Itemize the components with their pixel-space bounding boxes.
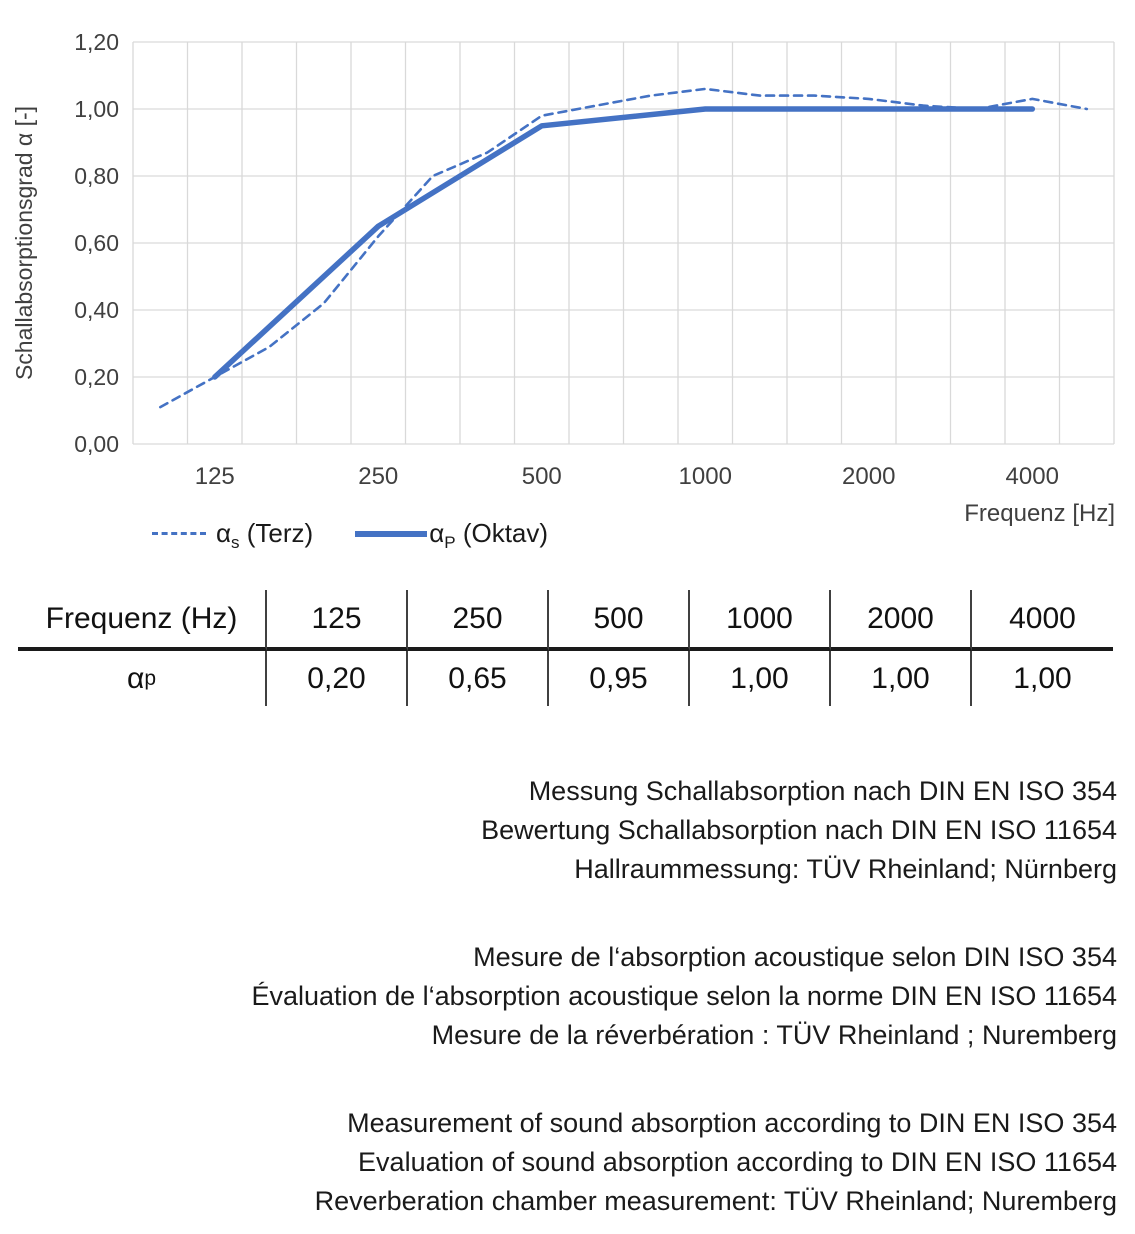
legend-label-oktav: $\alpha_P$ (Oktav) — [429, 518, 549, 553]
dashed-line-sample-icon — [152, 532, 206, 535]
table-header-500: 500 — [549, 590, 690, 651]
svg-text:2000: 2000 — [842, 463, 896, 490]
legend-item-oktav — [355, 518, 549, 553]
caption-line: Measurement of sound absorption according to DIN EN ISO 354 — [347, 1108, 1117, 1138]
table-header-2000: 2000 — [831, 590, 972, 651]
caption-french — [0, 938, 1117, 1055]
table-value-1000: 1,00 — [690, 651, 831, 706]
absorption-table — [18, 590, 1117, 706]
legend-label-terz: $\alpha_s$ (Terz) — [216, 518, 314, 553]
table-header-250: 250 — [408, 590, 549, 651]
table-row-label-alpha-p: α p — [18, 651, 267, 706]
caption-english — [0, 1104, 1117, 1221]
caption-blocks — [0, 772, 1117, 1221]
absorption-chart — [0, 0, 1135, 575]
svg-text:0,60: 0,60 — [74, 230, 119, 256]
x-axis-title: Frequenz [Hz] — [964, 500, 1115, 527]
legend-item-terz — [152, 518, 314, 553]
axis-tick-labels — [74, 29, 1059, 490]
svg-text:0,40: 0,40 — [74, 297, 119, 323]
table-value-125: 0,20 — [267, 651, 408, 706]
caption-line: Evaluation of sound absorption according to DIN EN ISO 11654 — [358, 1147, 1117, 1177]
table-value-2000: 1,00 — [831, 651, 972, 706]
table-header-4000: 4000 — [972, 590, 1113, 651]
table-value-250: 0,65 — [408, 651, 549, 706]
caption-line: Messung Schallabsorption nach DIN EN ISO 354 — [528, 776, 1117, 806]
svg-text:250: 250 — [358, 463, 399, 490]
svg-text:0,00: 0,00 — [74, 431, 119, 457]
table-header-1000: 1000 — [690, 590, 831, 651]
svg-text:0,80: 0,80 — [74, 163, 119, 189]
caption-line: Bewertung Schallabsorption nach DIN EN ISO 11654 — [481, 815, 1117, 845]
chart-legend — [152, 518, 549, 553]
caption-line: Hallraummessung: TÜV Rheinland; Nürnberg — [574, 854, 1117, 884]
caption-line: Mesure de l‘absorption acoustique selon DIN ISO 354 — [473, 942, 1117, 972]
caption-german — [0, 772, 1117, 889]
table-value-4000: 1,00 — [1013, 661, 1072, 695]
svg-text:1,20: 1,20 — [74, 29, 119, 55]
svg-text:4000: 4000 — [1005, 463, 1059, 490]
caption-line: Mesure de la réverbération : TÜV Rheinland ; Nuremberg — [431, 1020, 1117, 1050]
svg-text:0,20: 0,20 — [74, 364, 119, 390]
gridlines — [133, 42, 1114, 444]
svg-text:1,00: 1,00 — [74, 96, 119, 122]
caption-line: Reverberation chamber measurement: TÜV Rheinland; Nuremberg — [314, 1186, 1117, 1216]
table-header-frequency: Frequenz (Hz) — [18, 590, 267, 651]
svg-text:500: 500 — [521, 463, 562, 490]
solid-line-sample-icon — [355, 531, 427, 537]
caption-line: Évaluation de l‘absorption acoustique selon la norme DIN EN ISO 11654 — [251, 981, 1117, 1011]
chart-canvas — [0, 0, 1135, 500]
y-axis-title: Schallabsorptionsgrad α [-] — [11, 105, 37, 381]
table-header-125: 125 — [267, 590, 408, 651]
svg-text:1000: 1000 — [678, 463, 732, 490]
svg-text:125: 125 — [194, 463, 235, 490]
table-value-500: 0,95 — [549, 651, 690, 706]
